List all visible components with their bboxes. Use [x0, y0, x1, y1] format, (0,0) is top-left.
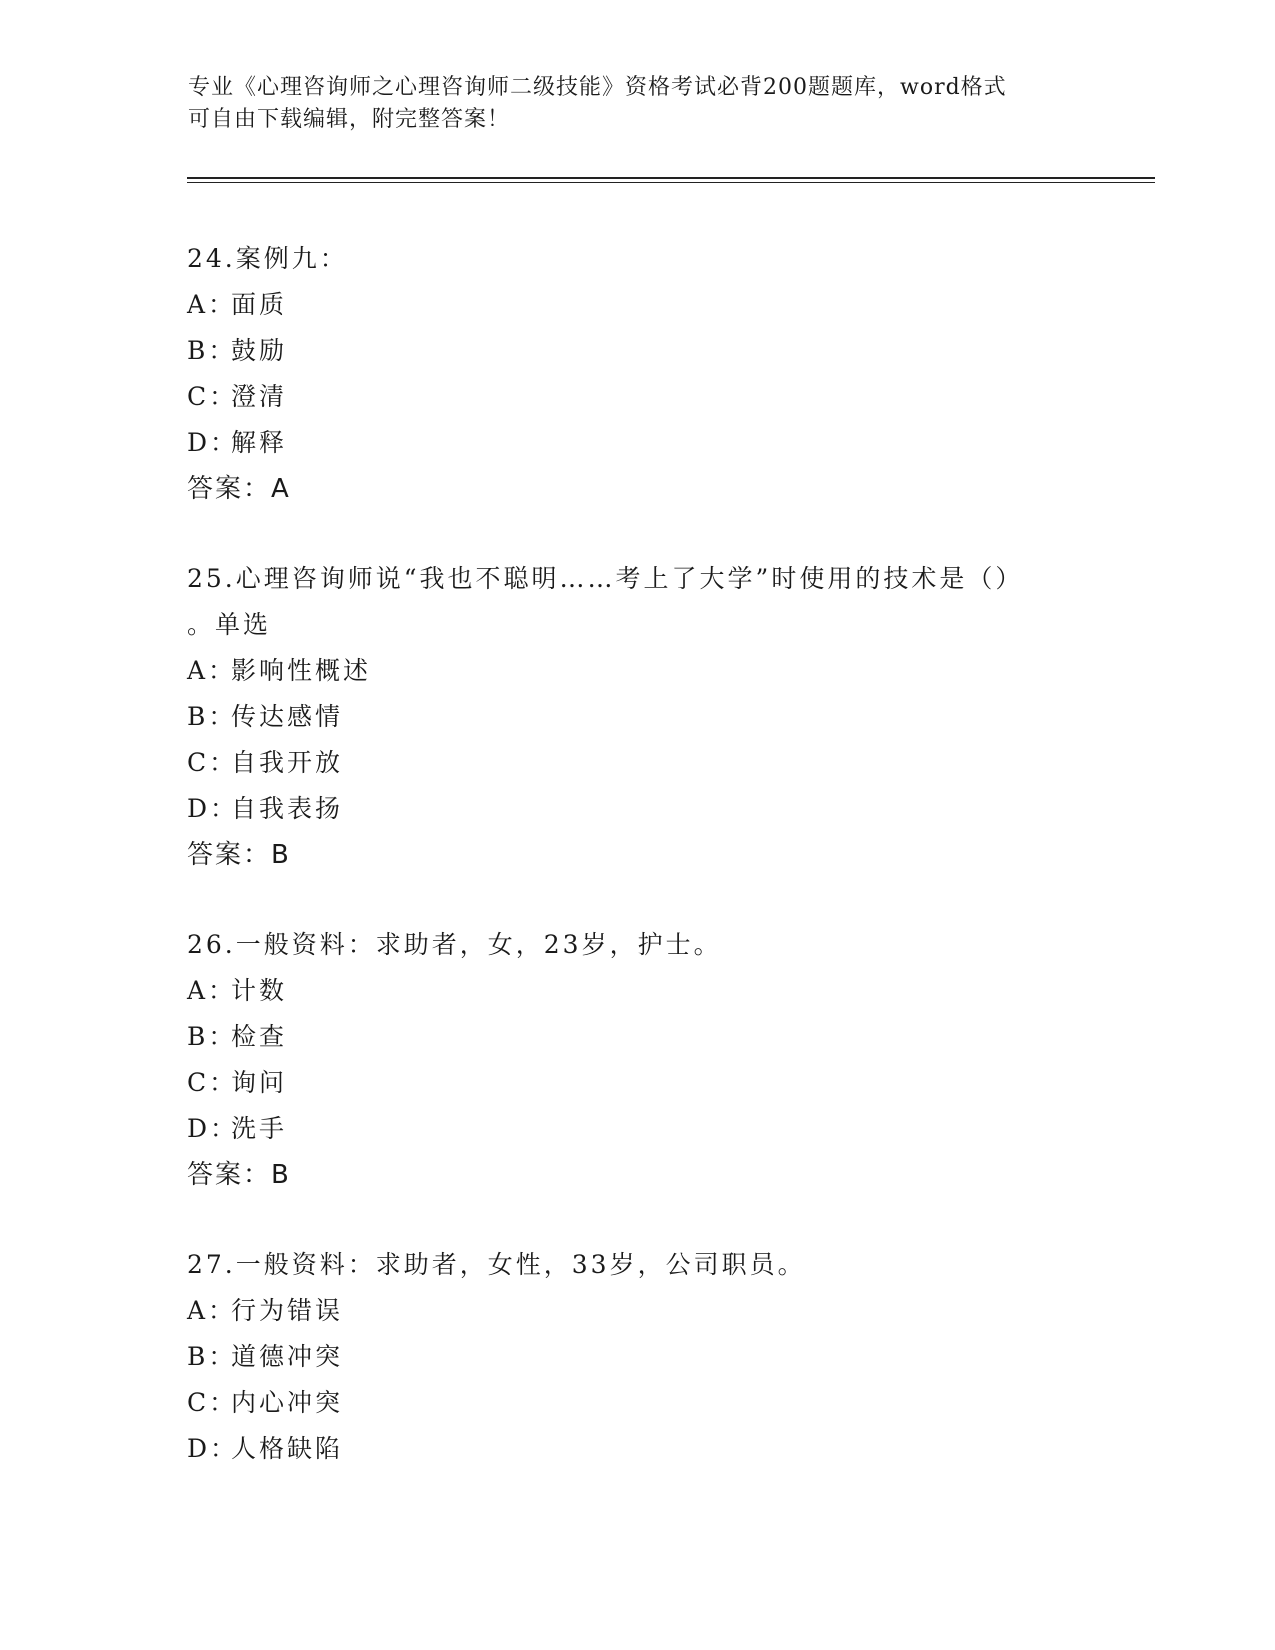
option-text: 面质	[231, 290, 288, 319]
option-a	[187, 1288, 1087, 1334]
option-letter: D：	[187, 794, 239, 823]
option-text: 洗手	[231, 1114, 288, 1143]
question-item	[187, 1242, 1087, 1472]
option-text: 计数	[231, 976, 288, 1005]
option-letter: D：	[187, 1114, 239, 1143]
option-a	[187, 648, 1087, 694]
answer-line: 答案：B	[187, 840, 291, 870]
question-stem: 24.案例九：	[187, 244, 348, 273]
option-c	[187, 374, 1087, 420]
option-d	[187, 1426, 1087, 1472]
header-divider-thick	[187, 177, 1155, 179]
option-letter: C：	[187, 1068, 238, 1097]
question-item	[187, 922, 1087, 1198]
option-text: 解释	[231, 428, 288, 457]
option-letter: B：	[187, 1022, 237, 1051]
question-stem: 27.一般资料：求助者，女性，33岁，公司职员。	[187, 1250, 806, 1279]
header-title-line-1: 专业《心理咨询师之心理咨询师二级技能》资格考试必背200题题库，word格式	[188, 75, 1007, 100]
option-text: 检查	[231, 1022, 288, 1051]
option-letter: D：	[187, 428, 239, 457]
document-header	[188, 72, 1068, 136]
option-d	[187, 786, 1087, 832]
option-text: 询问	[231, 1068, 288, 1097]
option-text: 鼓励	[231, 336, 288, 365]
option-letter: A：	[187, 976, 237, 1005]
option-text: 自我开放	[231, 748, 344, 777]
option-text: 人格缺陷	[231, 1434, 344, 1463]
option-letter: C：	[187, 382, 238, 411]
option-letter: B：	[187, 702, 237, 731]
option-b	[187, 694, 1087, 740]
option-letter: D：	[187, 1434, 239, 1463]
option-letter: A：	[187, 656, 237, 685]
option-text: 自我表扬	[231, 794, 344, 823]
option-b	[187, 328, 1087, 374]
question-list	[187, 236, 1087, 1516]
option-text: 行为错误	[231, 1296, 344, 1325]
option-letter: C：	[187, 748, 238, 777]
option-letter: A：	[187, 290, 237, 319]
option-d	[187, 1106, 1087, 1152]
option-a	[187, 282, 1087, 328]
option-text: 传达感情	[231, 702, 344, 731]
answer-line: 答案：B	[187, 1160, 291, 1190]
question-stem-continuation: 。单选	[187, 610, 272, 639]
option-text: 影响性概述	[231, 656, 372, 685]
option-letter: B：	[187, 336, 237, 365]
question-stem: 25.心理咨询师说“我也不聪明……考上了大学”时使用的技术是（）	[187, 564, 1024, 593]
answer-line: 答案：A	[187, 474, 291, 504]
option-a	[187, 968, 1087, 1014]
option-b	[187, 1014, 1087, 1060]
header-title-line-2: 可自由下载编辑，附完整答案！	[188, 107, 511, 132]
question-stem: 26.一般资料：求助者，女，23岁，护士。	[187, 930, 722, 959]
option-b	[187, 1334, 1087, 1380]
question-item	[187, 556, 1087, 878]
option-letter: C：	[187, 1388, 238, 1417]
option-text: 道德冲突	[231, 1342, 344, 1371]
question-item	[187, 236, 1087, 512]
option-text: 内心冲突	[231, 1388, 344, 1417]
option-c	[187, 1060, 1087, 1106]
header-divider-thin	[187, 182, 1155, 183]
option-c	[187, 1380, 1087, 1426]
option-text: 澄清	[231, 382, 288, 411]
option-d	[187, 420, 1087, 466]
option-letter: A：	[187, 1296, 237, 1325]
option-c	[187, 740, 1087, 786]
option-letter: B：	[187, 1342, 237, 1371]
